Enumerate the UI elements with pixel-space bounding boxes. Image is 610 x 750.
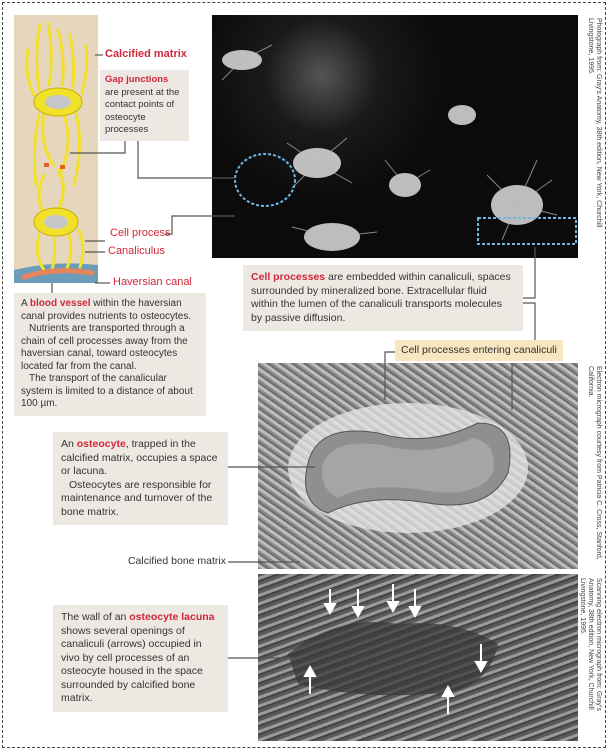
paragraph: Nutrients are transported through a chain of cell processes away from the haversian canal, toward osteocytes located far from the canal. <box>21 323 188 372</box>
cell-processes-callout <box>243 265 523 331</box>
label-calcified-matrix: Calcified matrix <box>105 48 187 60</box>
label-cell-process: Cell process <box>110 227 171 239</box>
paragraph: Osteocytes are responsible for maintenance and turnover of the bone matrix. <box>61 478 213 518</box>
text: A <box>21 298 30 309</box>
text: shows several openings of canaliculi (arrows) occupied in vivo by cell processes of an osteocyte housed in the space surrounded by calcified bone matrix. <box>61 624 203 704</box>
gap-junctions-text: are present at the contact points of osteocyte processes <box>105 86 180 135</box>
credit-sem: Scanning electron micrograph from: Gray's Anatomy, 38th edition, New York, Churchill Livingstone, 1995. <box>579 578 602 711</box>
cell-processes-term: Cell processes <box>251 271 326 283</box>
cell-processes-entering-label: Cell processes entering canaliculi <box>395 340 563 361</box>
gap-junctions-callout <box>100 70 189 141</box>
osteocyte-term: osteocyte <box>76 438 126 450</box>
osteocyte-callout <box>53 432 228 525</box>
label-canaliculus: Canaliculus <box>108 245 165 257</box>
text: An <box>61 438 77 450</box>
credit-electron-micrograph: Electron micrograph courtesy from Patricia C. Cross, Stanford, California. <box>587 366 602 560</box>
label-haversian-canal: Haversian canal <box>113 276 192 288</box>
gap-junctions-term: Gap junctions <box>105 74 169 85</box>
label-calcified-bone-matrix: Calcified bone matrix <box>127 555 226 567</box>
text: are embedded within canaliculi, spaces surrounded by mineralized bone. Extracellular fluid within the lumen of the canaliculi transports molecules by passive diffusion. <box>251 271 511 324</box>
text: within the haversian canal provides nutrients to osteocytes. <box>21 298 192 322</box>
osteocyte-lacuna-callout <box>53 605 228 712</box>
blood-vessel-term: blood vessel <box>29 298 91 309</box>
blood-vessel-callout <box>14 293 206 416</box>
text: The wall of an <box>61 611 130 623</box>
osteocyte-lacuna-term: osteocyte lacuna <box>129 611 215 623</box>
credit-photograph: Photograph from: Gray's Anatomy, 38th edition, New York, Churchill Livingstone, 1995. <box>587 18 602 228</box>
paragraph: The transport of the canalicular system is limited to a distance of about 100 µm. <box>21 373 193 409</box>
text: , trapped in the calcified matrix, occupies a space or lacuna. <box>61 438 218 477</box>
